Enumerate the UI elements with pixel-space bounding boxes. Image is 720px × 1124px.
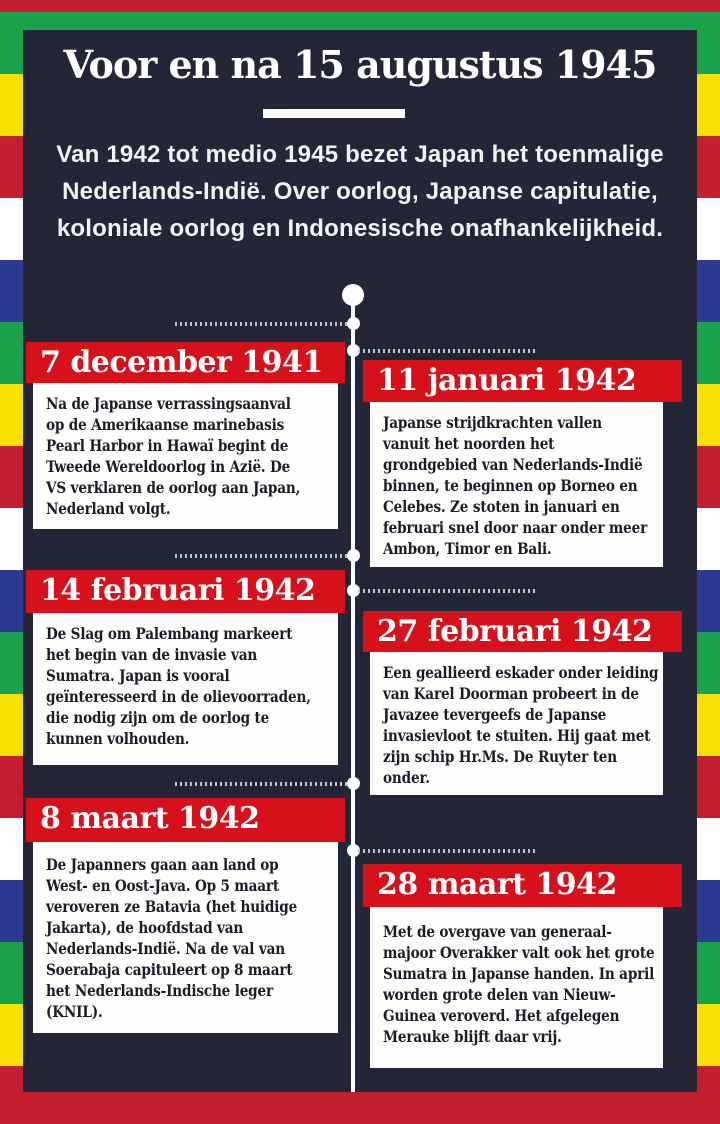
card-body-text: De Slag om Palembang markeert het begin van de invasie van Sumatra. Japan is vooral geïnteresseerd in de olievoorraden, die nodig zijn om de oorlog te kunnen volhouden.	[46, 624, 311, 748]
intro-text: Van 1942 tot medio 1945 bezet Japan het toenmalige Nederlands-Indië. Over oorlog, Japanse capitulatie, koloniale oorlog en Indonesische onafhankelijkheid.	[56, 141, 664, 242]
card-date-header: 11 januari 1942	[363, 360, 682, 402]
timeline-node-dot	[347, 549, 360, 562]
card-date-header: 8 maart 1942	[26, 798, 345, 842]
dotted-connector	[175, 322, 347, 326]
dotted-connector	[175, 554, 347, 558]
card-date-header: 28 maart 1942	[363, 864, 682, 907]
card-date-header: 7 december 1941	[26, 342, 345, 383]
timeline-card	[33, 383, 338, 529]
title-divider	[263, 109, 405, 118]
timeline-card	[370, 402, 663, 567]
timeline-node-dot	[347, 317, 360, 330]
timeline-start-dot	[342, 284, 364, 306]
card-body-text: Met de overgave van generaal- majoor Overakker valt ook het grote Sumatra in Japanse handen. In april worden grote delen van Nieuw- Guinea veroverd. Het afgelegen Merauke blijft daar vrij.	[383, 922, 655, 1046]
card-body-text: Na de Japanse verrassingsaanval op de Amerikaanse marinebasis Pearl Harbor in Hawaï begint de Tweede Wereldoorlog in Azië. De VS verklaren de oorlog aan Japan, Nederland volgt.	[46, 394, 301, 518]
timeline-node-dot	[347, 777, 360, 790]
timeline-line	[351, 295, 355, 1092]
card-body-text: De Japanners gaan aan land op West- en Oost-Java. Op 5 maart veroveren ze Batavia (het huidige Jakarta), de hoofdstad van Nederlands-Indië. Na de val van Soerabaja capituleert op 8 maart het Nederlands-Indische leger (KNIL).	[46, 855, 298, 1021]
dotted-connector	[358, 849, 538, 853]
card-date-header: 14 februari 1942	[26, 570, 345, 613]
dotted-connector	[358, 589, 538, 593]
timeline-card	[370, 652, 663, 795]
timeline-card	[33, 613, 338, 765]
page-title: Voor en na 15 augustus 1945	[63, 42, 657, 87]
dotted-connector	[358, 349, 538, 353]
card-body-text: Een geallieerd eskader onder leiding van Karel Doorman probeert in de Javazee tevergeefs de Japanse invasievloot te stuiten. Hij gaat met zijn schip Hr.Ms. De Ruyter ten onder.	[383, 663, 659, 787]
timeline-card	[33, 842, 338, 1033]
timeline-card	[370, 907, 663, 1068]
card-date-header: 27 februari 1942	[363, 611, 682, 652]
dotted-connector	[175, 782, 347, 786]
card-body-text: Japanse strijdkrachten vallen vanuit het noorden het grondgebied van Nederlands-Indië binnen, te beginnen op Borneo en Celebes. Ze stoten in januari en februari snel door naar onder meer Ambon, Timor en Bali.	[383, 413, 648, 558]
